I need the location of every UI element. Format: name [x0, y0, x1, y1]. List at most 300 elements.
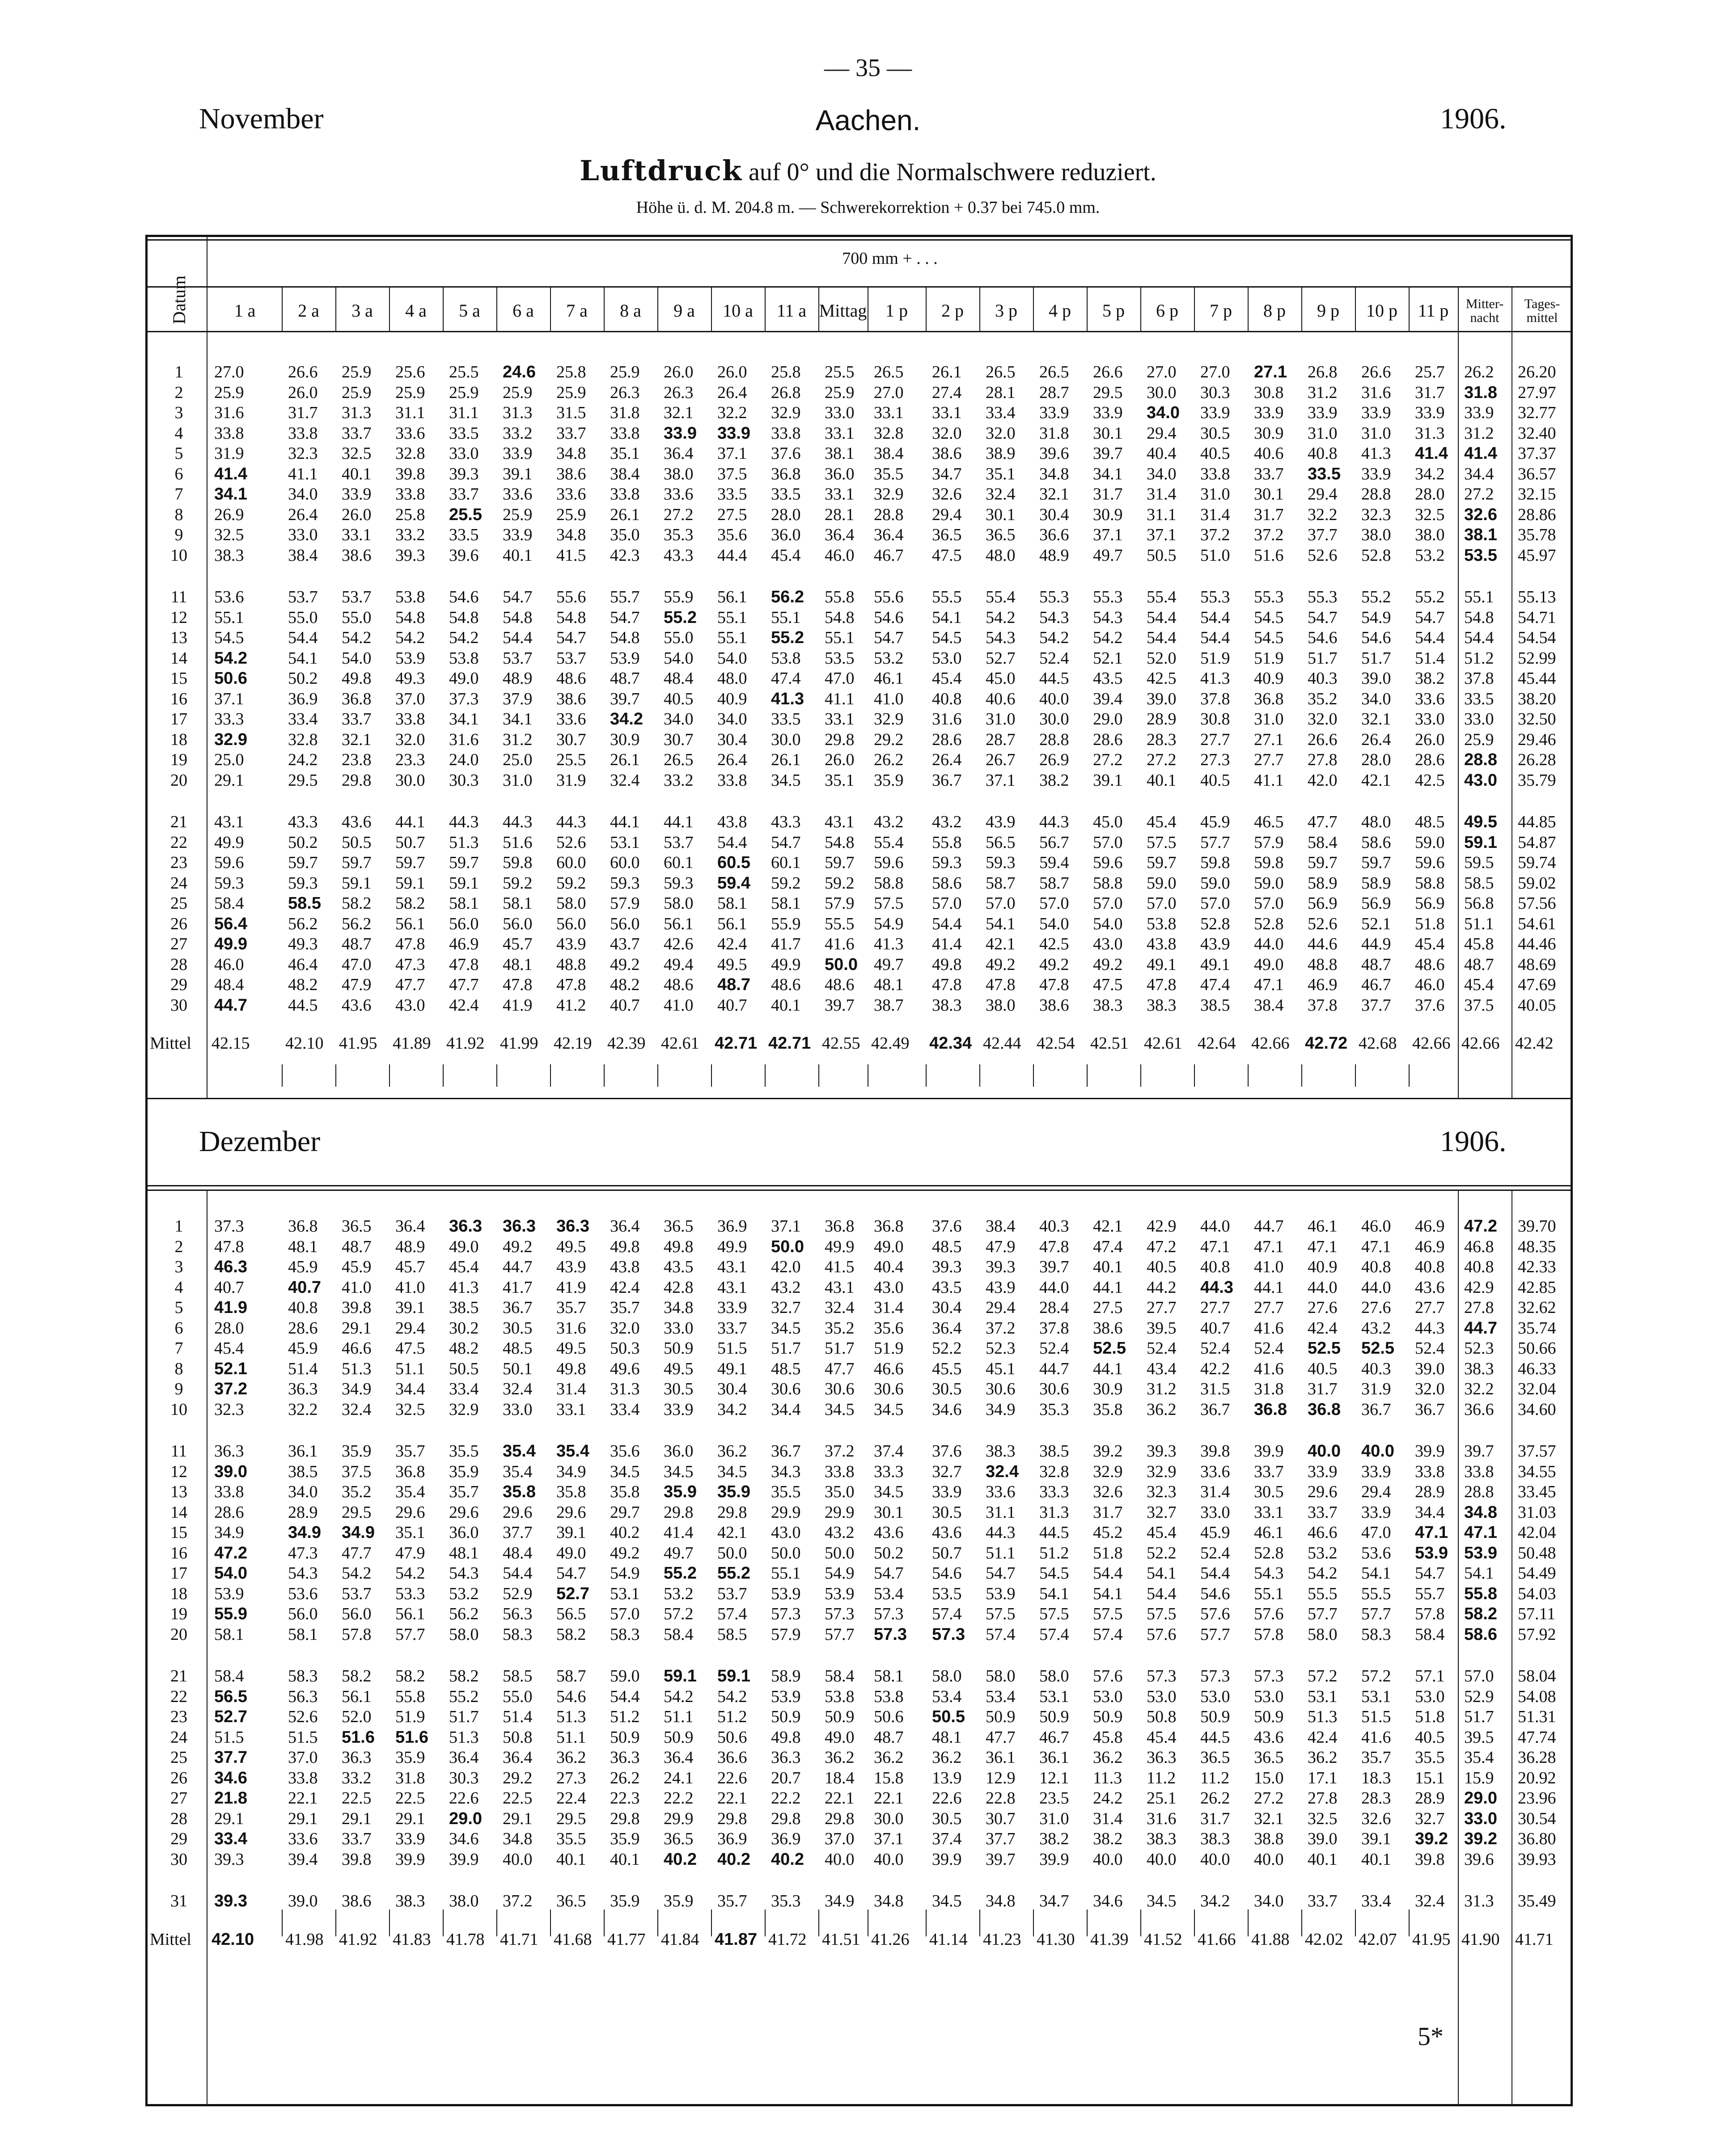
table-cell: 33.4: [610, 1400, 640, 1419]
table-cell: 55.1: [771, 1564, 801, 1583]
table-cell: 28.0: [1361, 750, 1391, 769]
table-cell: 34.6: [449, 1829, 479, 1848]
table-cell: 54.3: [1254, 1564, 1284, 1583]
table-cell: 20.92: [1518, 1768, 1556, 1787]
column-rule: [1409, 286, 1410, 331]
table-cell: 58.1: [874, 1667, 904, 1685]
table-cell: 53.7: [664, 833, 694, 852]
table-cell: 29.1: [214, 771, 244, 790]
table-cell: 49.7: [874, 955, 904, 974]
table-cell: 54.9: [1361, 608, 1391, 627]
table-cell: 35.7: [1361, 1748, 1391, 1767]
table-cell: 30.4: [1039, 505, 1069, 524]
table-cell: 44.0: [1200, 1217, 1230, 1236]
table-cell: 26.4: [717, 750, 747, 769]
column-header: 5 p: [1102, 301, 1125, 321]
table-cell-extreme: 54.0: [214, 1564, 247, 1583]
table-cell: 48.6: [664, 975, 694, 994]
table-cell: 58.8: [1093, 873, 1123, 893]
table-cell: 34.1: [503, 710, 533, 728]
table-cell: 55.8: [395, 1687, 425, 1706]
table-cell: 57.6: [1093, 1667, 1123, 1685]
table-cell-extreme: 32.9: [214, 730, 247, 749]
table-cell: 47.1: [1254, 1237, 1284, 1256]
table-cell: 32.4: [503, 1380, 533, 1398]
table-cell: 22.2: [664, 1789, 694, 1808]
table-cell: 45.4: [449, 1258, 479, 1276]
table-cell: 58.7: [556, 1667, 586, 1685]
table-cell: 52.1: [1361, 914, 1391, 933]
table-cell: 48.6: [1415, 955, 1445, 974]
table-cell: 35.1: [825, 771, 855, 790]
table-cell: 46.0: [825, 546, 855, 565]
table-cell-extreme: 32.6: [1464, 505, 1497, 524]
table-cell: 31.8: [1254, 1380, 1284, 1398]
table-cell: 59.7: [449, 853, 479, 872]
table-cell: 53.9: [214, 1584, 244, 1603]
column-rule: [1355, 286, 1356, 331]
table-cell: 54.9: [825, 1564, 855, 1583]
mittel-cell: 42.02: [1305, 1930, 1343, 1949]
table-cell: 33.0: [449, 444, 479, 463]
mittel-cell: 41.51: [822, 1930, 860, 1949]
table-cell: 29.1: [342, 1318, 372, 1338]
table-cell: 32.7: [771, 1298, 801, 1317]
table-cell: 45.0: [1093, 813, 1123, 831]
table-cell: 46.9: [1415, 1217, 1445, 1236]
column-rule: [1301, 1064, 1302, 1087]
table-cell: 38.7: [874, 995, 904, 1015]
column-rule: [550, 286, 551, 331]
table-cell: 31.1: [1147, 505, 1177, 524]
table-cell: 52.7: [986, 648, 1016, 668]
table-cell: 54.1: [1147, 1564, 1177, 1583]
table-cell: 55.0: [664, 628, 694, 647]
row-date: 23: [170, 853, 187, 872]
table-cell: 55.3: [1254, 588, 1284, 606]
table-cell: 47.8: [1039, 1237, 1069, 1256]
table-cell: 33.0: [1464, 710, 1494, 728]
table-cell: 29.4: [932, 505, 962, 524]
table-cell: 37.7: [986, 1829, 1016, 1848]
column-rule: [1140, 286, 1141, 331]
table-cell: 53.1: [1308, 1687, 1338, 1706]
table-cell: 30.1: [1093, 423, 1123, 443]
table-cell: 54.61: [1518, 914, 1556, 933]
table-cell: 30.6: [986, 1380, 1016, 1398]
table-cell: 32.1: [1254, 1809, 1284, 1828]
title-bold: Luftdruck: [580, 154, 742, 187]
table-cell: 30.9: [1254, 423, 1284, 443]
table-cell: 51.5: [1361, 1707, 1391, 1726]
table-cell: 40.0: [503, 1850, 533, 1869]
table-cell: 35.5: [874, 464, 904, 483]
table-cell: 58.0: [1039, 1667, 1069, 1685]
table-cell: 34.8: [874, 1892, 904, 1910]
column-header: 2 p: [941, 301, 964, 321]
table-cell: 32.7: [1415, 1809, 1445, 1828]
table-cell: 34.9: [556, 1462, 586, 1481]
table-cell: 57.0: [1147, 894, 1177, 913]
table-cell: 39.9: [932, 1850, 962, 1869]
table-cell-extreme: 27.1: [1254, 363, 1287, 381]
table-cell: 52.1: [1093, 648, 1123, 668]
table-cell: 35.0: [825, 1482, 855, 1501]
table-cell: 29.46: [1518, 730, 1556, 749]
table-cell: 37.2: [986, 1318, 1016, 1338]
table-cell: 35.9: [874, 771, 904, 790]
table-cell: 43.3: [771, 813, 801, 831]
table-cell: 33.9: [1039, 403, 1069, 422]
table-cell: 55.3: [1308, 588, 1338, 606]
table-cell: 35.9: [610, 1892, 640, 1910]
table-cell: 56.1: [717, 588, 747, 606]
column-rule: [818, 1064, 819, 1087]
table-cell: 42.4: [717, 935, 747, 953]
table-cell: 40.4: [874, 1258, 904, 1276]
table-cell: 60.1: [771, 853, 801, 872]
table-cell: 35.7: [395, 1442, 425, 1461]
table-cell: 36.4: [395, 1217, 425, 1236]
table-cell: 23.8: [342, 750, 372, 769]
table-cell: 45.9: [288, 1258, 318, 1276]
table-cell: 45.5: [932, 1359, 962, 1378]
table-cell: 51.5: [214, 1728, 244, 1747]
column-header: 11 p: [1418, 301, 1449, 321]
table-cell-extreme: 36.3: [503, 1217, 536, 1236]
table-cell: 31.2: [1308, 383, 1338, 402]
table-cell: 27.7: [1254, 1298, 1284, 1317]
table-cell: 36.9: [717, 1217, 747, 1236]
column-rule: [765, 1064, 766, 1087]
table-cell: 31.4: [556, 1380, 586, 1398]
column-rule: [657, 286, 658, 331]
table-cell-extreme: 34.0: [1147, 403, 1180, 422]
table-cell: 56.0: [288, 1605, 318, 1623]
table-cell: 58.0: [986, 1667, 1016, 1685]
column-rule: [1033, 1064, 1034, 1087]
table-cell: 33.4: [1361, 1892, 1391, 1910]
table-cell: 32.5: [342, 444, 372, 463]
table-cell: 39.2: [1093, 1442, 1123, 1461]
table-cell: 25.9: [503, 505, 533, 524]
table-cell: 48.7: [342, 1237, 372, 1256]
table-cell: 52.4: [1254, 1339, 1284, 1358]
table-cell: 58.2: [342, 1667, 372, 1685]
table-cell: 36.7: [1415, 1400, 1445, 1419]
table-cell: 49.9: [825, 1237, 855, 1256]
table-cell: 36.3: [771, 1748, 801, 1767]
table-cell: 60.1: [664, 853, 694, 872]
column-header: 4 a: [405, 301, 427, 321]
table-cell-extreme: 37.7: [214, 1748, 247, 1767]
table-cell: 31.8: [1039, 423, 1069, 443]
table-cell: 38.6: [342, 1892, 372, 1910]
table-cell: 57.9: [825, 894, 855, 913]
table-cell: 32.0: [986, 423, 1016, 443]
table-cell: 29.5: [1093, 383, 1123, 402]
table-cell: 35.79: [1518, 771, 1556, 790]
table-cell: 35.5: [771, 1482, 801, 1501]
table-cell: 25.6: [395, 363, 425, 381]
table-cell: 59.2: [771, 873, 801, 893]
table-cell: 59.3: [664, 873, 694, 893]
table-cell: 58.0: [556, 894, 586, 913]
table-cell: 33.8: [771, 423, 801, 443]
table-cell: 47.7: [449, 975, 479, 994]
table-cell: 59.7: [1147, 853, 1177, 872]
table-cell: 47.0: [825, 669, 855, 688]
mittel-cell: 41.52: [1144, 1930, 1182, 1949]
table-cell: 40.4: [1147, 444, 1177, 463]
table-cell: 54.4: [1464, 628, 1494, 647]
table-cell: 55.1: [214, 608, 244, 627]
table-cell: 34.1: [1093, 464, 1123, 483]
table-cell: 47.7: [395, 975, 425, 994]
table-cell: 31.4: [1093, 1809, 1123, 1828]
table-cell: 37.1: [1147, 525, 1177, 544]
table-cell: 37.1: [717, 444, 747, 463]
table-cell: 51.5: [288, 1728, 318, 1747]
table-cell: 53.6: [214, 588, 244, 606]
table-cell: 27.6: [1361, 1298, 1391, 1317]
table-cell: 38.6: [932, 444, 962, 463]
table-cell: 53.9: [771, 1584, 801, 1603]
table-cell-extreme: 41.4: [214, 464, 247, 483]
table-cell: 26.28: [1518, 750, 1556, 769]
table-cell: 36.5: [664, 1829, 694, 1848]
table-cell: 36.4: [664, 1748, 694, 1767]
table-cell: 32.4: [342, 1400, 372, 1419]
table-cell: 33.5: [717, 485, 747, 504]
row-date: 20: [170, 771, 187, 790]
table-cell: 41.6: [1254, 1318, 1284, 1338]
table-cell: 30.2: [449, 1318, 479, 1338]
mittel-cell: 42.61: [661, 1034, 699, 1053]
table-cell: 29.1: [288, 1809, 318, 1828]
table-cell: 47.4: [1093, 1237, 1123, 1256]
table-cell: 28.9: [1415, 1482, 1445, 1501]
table-cell-extreme: 55.9: [214, 1605, 247, 1623]
table-cell: 44.0: [1308, 1278, 1338, 1297]
table-cell: 53.7: [503, 648, 533, 668]
table-cell-extreme: 47.2: [214, 1543, 247, 1562]
table-cell: 31.0: [503, 771, 533, 790]
table-cell: 59.7: [395, 853, 425, 872]
table-cell: 39.5: [1147, 1318, 1177, 1338]
table-cell: 26.0: [664, 363, 694, 381]
table-cell: 33.8: [1415, 1462, 1445, 1481]
table-cell: 51.2: [717, 1707, 747, 1726]
table-cell: 54.5: [1254, 628, 1284, 647]
table-cell: 54.8: [449, 608, 479, 627]
table-cell: 53.3: [395, 1584, 425, 1603]
table-cell: 51.3: [1308, 1707, 1338, 1726]
table-cell: 59.0: [1200, 873, 1230, 893]
table-cell: 54.03: [1518, 1584, 1556, 1603]
table-cell: 49.2: [503, 1237, 533, 1256]
table-cell: 26.6: [288, 363, 318, 381]
table-cell: 37.7: [1361, 995, 1391, 1015]
table-cell: 33.1: [556, 1400, 586, 1419]
table-cell-extreme: 41.4: [1415, 444, 1448, 463]
table-cell: 32.3: [288, 444, 318, 463]
table-cell-extreme: 55.2: [717, 1564, 750, 1583]
table-cell: 57.4: [717, 1605, 747, 1623]
table-cell: 31.0: [1200, 485, 1230, 504]
column-rule: [1087, 1910, 1088, 1936]
table-cell: 48.69: [1518, 955, 1556, 974]
table-cell: 33.6: [288, 1829, 318, 1848]
table-cell: 36.0: [449, 1523, 479, 1542]
table-cell: 47.8: [503, 975, 533, 994]
table-cell: 55.9: [664, 588, 694, 606]
table-cell: 46.9: [449, 935, 479, 953]
table-cell: 43.5: [932, 1278, 962, 1297]
table-cell: 54.5: [1039, 1564, 1069, 1583]
table-cell: 25.9: [342, 383, 372, 402]
table-cell: 39.7: [610, 689, 640, 708]
table-cell-extreme: 56.2: [771, 588, 804, 606]
table-cell: 56.5: [986, 833, 1016, 852]
table-cell: 49.7: [1093, 546, 1123, 565]
table-cell: 36.3: [288, 1380, 318, 1398]
table-cell: 50.9: [1093, 1707, 1123, 1726]
column-header: 7 a: [566, 301, 588, 321]
table-cell-extreme: 52.7: [556, 1584, 589, 1603]
table-cell: 56.0: [342, 1605, 372, 1623]
column-header: Mitter- nacht: [1465, 296, 1504, 325]
table-cell: 27.2: [1147, 750, 1177, 769]
table-cell: 33.7: [556, 423, 586, 443]
table-cell: 35.2: [825, 1318, 855, 1338]
table-cell: 44.5: [1039, 1523, 1069, 1542]
table-cell: 56.0: [556, 914, 586, 933]
table-cell-extreme: 55.2: [664, 608, 697, 627]
table-cell: 50.9: [610, 1728, 640, 1747]
table-cell: 57.0: [1464, 1667, 1494, 1685]
table-rule: [145, 286, 1573, 288]
table-cell: 58.4: [214, 1667, 244, 1685]
table-cell: 45.8: [1464, 935, 1494, 953]
table-cell: 41.3: [874, 935, 904, 953]
table-cell: 26.2: [610, 1768, 640, 1787]
table-cell: 35.9: [664, 1892, 694, 1910]
table-cell: 31.9: [1361, 1380, 1391, 1398]
table-cell: 46.5: [1254, 813, 1284, 831]
table-cell: 31.2: [1464, 423, 1494, 443]
table-cell: 51.1: [556, 1728, 586, 1747]
table-cell: 54.7: [556, 628, 586, 647]
table-cell: 26.9: [214, 505, 244, 524]
table-cell: 30.3: [1200, 383, 1230, 402]
table-cell: 50.66: [1518, 1339, 1556, 1358]
table-cell: 46.6: [1308, 1523, 1338, 1542]
table-cell: 26.4: [717, 383, 747, 402]
column-rule: [1458, 286, 1459, 1098]
table-cell: 47.8: [214, 1237, 244, 1256]
table-cell: 37.3: [214, 1217, 244, 1236]
table-cell: 35.4: [395, 1482, 425, 1501]
table-cell: 57.3: [825, 1605, 855, 1623]
table-cell: 53.9: [986, 1584, 1016, 1603]
table-cell-extreme: 39.2: [1464, 1829, 1497, 1848]
table-cell-extreme: 33.5: [1308, 464, 1341, 483]
row-date: 18: [170, 1584, 187, 1603]
table-cell: 40.1: [1093, 1258, 1123, 1276]
row-date: 27: [170, 1789, 187, 1808]
table-cell: 28.8: [1464, 1482, 1494, 1501]
table-cell: 36.6: [1039, 525, 1069, 544]
table-cell: 26.6: [1093, 363, 1123, 381]
table-cell: 44.0: [1361, 1278, 1391, 1297]
table-cell: 53.0: [932, 648, 962, 668]
table-cell: 33.3: [214, 710, 244, 728]
table-cell: 31.7: [1254, 505, 1284, 524]
table-cell: 37.57: [1518, 1442, 1556, 1461]
row-date: 5: [174, 444, 183, 463]
table-cell: 55.1: [1464, 588, 1494, 606]
table-cell: 28.8: [1361, 485, 1391, 504]
table-cell: 55.2: [1361, 588, 1391, 606]
table-cell: 31.2: [1147, 1380, 1177, 1398]
table-cell: 33.7: [342, 710, 372, 728]
table-cell: 57.4: [1039, 1625, 1069, 1644]
table-cell: 51.3: [342, 1359, 372, 1378]
table-cell: 33.45: [1518, 1482, 1556, 1501]
table-cell: 50.9: [986, 1707, 1016, 1726]
column-rule: [979, 1910, 980, 1936]
table-cell: 26.9: [1039, 750, 1069, 769]
table-cell: 32.15: [1518, 485, 1556, 504]
table-cell: 40.7: [1200, 1318, 1230, 1338]
table-cell: 32.1: [664, 403, 694, 422]
table-cell: 58.4: [664, 1625, 694, 1644]
table-cell-extreme: 59.4: [717, 873, 750, 893]
table-cell: 33.7: [717, 1318, 747, 1338]
table-cell: 52.4: [1147, 1339, 1177, 1358]
table-cell: 25.9: [610, 363, 640, 381]
table-cell: 36.6: [717, 1748, 747, 1767]
table-cell: 38.3: [395, 1892, 425, 1910]
table-cell: 47.8: [1147, 975, 1177, 994]
table-cell: 35.5: [556, 1829, 586, 1848]
table-cell: 41.3: [449, 1278, 479, 1297]
table-cell: 32.8: [395, 444, 425, 463]
table-cell: 57.6: [1147, 1625, 1177, 1644]
table-cell: 55.3: [1093, 588, 1123, 606]
table-cell: 38.2: [1093, 1829, 1123, 1848]
table-cell: 39.1: [1093, 771, 1123, 790]
row-date: 3: [174, 403, 183, 422]
table-cell: 44.1: [664, 813, 694, 831]
table-cell: 54.8: [1464, 608, 1494, 627]
table-cell: 43.5: [1093, 669, 1123, 688]
table-cell: 54.7: [556, 1564, 586, 1583]
row-date: 6: [174, 1318, 183, 1338]
table-cell: 15.9: [1464, 1768, 1494, 1787]
table-cell: 57.9: [771, 1625, 801, 1644]
table-cell: 50.48: [1518, 1543, 1556, 1562]
column-rule: [550, 1910, 551, 1936]
row-date: 13: [170, 628, 187, 647]
table-cell: 29.2: [503, 1768, 533, 1787]
table-cell: 40.8: [1361, 1258, 1391, 1276]
table-cell: 51.9: [1200, 648, 1230, 668]
table-cell: 53.6: [1361, 1543, 1391, 1562]
table-cell: 58.3: [288, 1667, 318, 1685]
table-cell: 31.8: [610, 403, 640, 422]
